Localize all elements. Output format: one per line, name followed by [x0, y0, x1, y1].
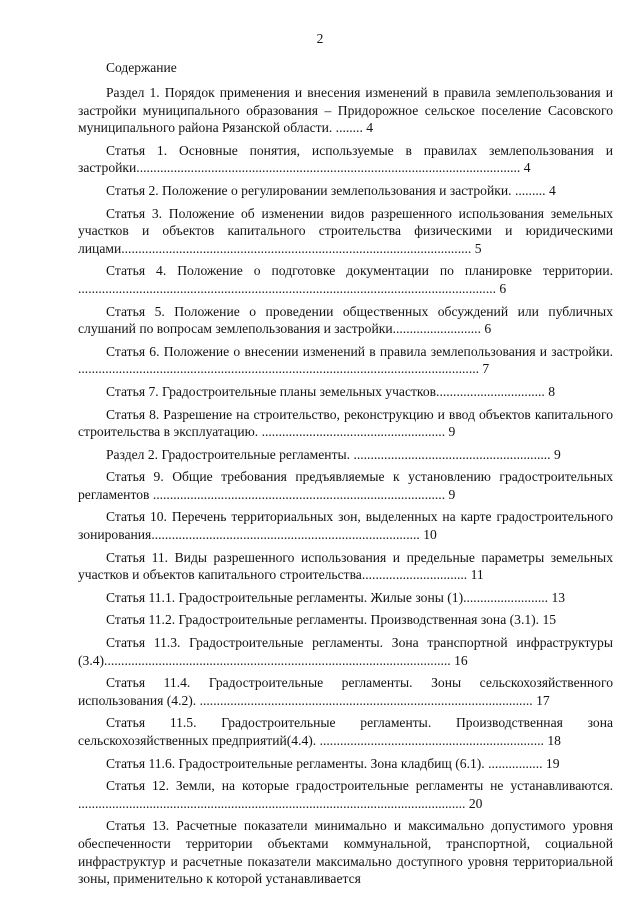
- toc-entry-leader: ......................................................................................................................: [78, 361, 480, 377]
- toc-entry: [78, 262, 613, 297]
- toc-entry: [78, 755, 613, 773]
- toc-entry-leader: ...............................: [361, 567, 468, 583]
- toc-entry-leader: ........: [332, 120, 363, 136]
- toc-entry-title: Статья 3. Положение об изменении видов разрешенного использования земельных участков и объектов капитального строительства физическими и юридическими лицами.: [78, 205, 613, 256]
- toc-entry: [78, 508, 613, 543]
- toc-entry: [78, 205, 613, 258]
- toc-entry-page: 8: [548, 383, 556, 399]
- toc-entry: [78, 777, 613, 812]
- toc-entry: [78, 383, 613, 401]
- toc-entry-page: 20: [468, 795, 483, 811]
- toc-entry: [78, 611, 613, 629]
- toc-entry-title: Статья 5. Положение о проведении общественных обсуждений или публичных слушаний по вопросам землепользования и застройки.: [78, 303, 613, 337]
- toc-entry: [78, 303, 613, 338]
- toc-entry: [78, 84, 613, 137]
- toc-entry: [78, 589, 613, 607]
- toc-heading: Содержание: [106, 60, 177, 75]
- toc-entry-title: Статья 11.6. Градостроительные регламенты. Зона кладбищ (6.1).: [106, 755, 485, 771]
- toc-entry-title: Раздел 1. Порядок применения и внесения изменений в правила землепользования и застройки муниципального образования – Придорожное сельское поселение Сасовского муниципального района Рязанской области.: [78, 85, 613, 136]
- toc-entry-title: Статья 11.2. Градостроительные регламенты. Производственная зона (3.1).: [106, 612, 540, 628]
- toc-entry-leader: ................................................................................................................: [139, 160, 521, 176]
- toc-entry-leader: ...............................: [439, 383, 545, 399]
- toc-entry-page: 13: [551, 589, 566, 605]
- toc-entry: [78, 468, 613, 503]
- toc-entry-page: 16: [454, 652, 468, 668]
- toc-entry-title: Статья 11.1. Градостроительные регламенты. Жилые зоны (1).: [106, 589, 467, 605]
- toc-entry: [78, 446, 613, 464]
- toc-entry-title: Статья 9. Общие требования предъявляемые к установлению градостроительных регламентов: [78, 469, 613, 502]
- toc-entry-title: Статья 4. Положение о подготовке документации по планировке территории.: [106, 263, 613, 279]
- toc-entry-page: 9: [553, 446, 561, 462]
- toc-entry-page: 9: [448, 424, 456, 440]
- toc-entry-leader: ........................: [466, 589, 549, 605]
- toc-entry: [78, 142, 613, 177]
- toc-entry-title: Статья 11.4. Градостроительные регламенты. Зоны сельскохозяйственного использования (4.2).: [78, 675, 613, 708]
- table-of-contents: [78, 84, 613, 893]
- toc-entry-leader: ...........................................................................................................................: [78, 280, 497, 296]
- toc-entry-page: 11: [470, 567, 484, 583]
- page-number: 2: [316, 31, 324, 46]
- toc-entry-leader: ..................................................................................................: [196, 692, 533, 708]
- toc-entry-title: Статья 11. Виды разрешенного использования и предельные параметры земельных участков и объектов капитального строительства: [78, 549, 613, 583]
- toc-entry-title: Статья 7. Градостроительные планы земельных участков.: [106, 383, 440, 399]
- toc-entry-page: 17: [536, 692, 550, 708]
- toc-entry-page: 5: [474, 240, 482, 256]
- toc-entry: [78, 674, 613, 709]
- toc-entry-page: 6: [484, 321, 492, 337]
- toc-entry-page: 19: [545, 755, 560, 771]
- toc-entry-leader: ................: [484, 755, 543, 771]
- toc-entry-leader: ......................................................................................................: [124, 240, 472, 256]
- toc-entry-title: Раздел 2. Градостроительные регламенты.: [106, 446, 351, 462]
- toc-entry-page: 10: [423, 527, 437, 543]
- toc-entry-page: 18: [547, 733, 561, 748]
- toc-entry-leader: ...............................................................................: [151, 527, 420, 543]
- toc-entry-leader: ......................................................................................: [149, 486, 446, 502]
- toc-entry-title: Статья 13. Расчетные показатели минимально и максимально допустимого уровня обеспеченности территории объектами коммунальной, транспортной, социальной инфраструктур и расчетные показатели максимально доступного уровня территориальной зоны, применительно к которой устанавливается: [78, 818, 613, 887]
- toc-entry: [78, 714, 613, 749]
- toc-entry-title: Статья 8. Разрешение на строительство, реконструкцию и ввод объектов капитального строительства в эксплуатацию.: [78, 406, 613, 440]
- toc-entry-page: 15: [542, 612, 557, 628]
- toc-entry-leader: ......................................................................................................: [104, 652, 451, 668]
- toc-entry: [78, 406, 613, 441]
- toc-entry-title: Статья 10. Перечень территориальных зон, выделенных на карте градостроительного зонирования: [78, 509, 613, 543]
- toc-entry-title: Статья 12. Земли, на которые градостроительные регламенты не устанавливаются.: [106, 778, 613, 794]
- toc-entry-page: 4: [548, 182, 556, 198]
- toc-entry-title: Статья 1. Основные понятия, используемые в правилах землепользования и застройки.: [78, 142, 613, 176]
- toc-entry-title: Статья 11.3. Градостроительные регламенты. Зона транспортной инфраструктуры (3.4): [78, 635, 613, 668]
- toc-entry-page: 4: [366, 120, 374, 136]
- toc-entry-leader: .........: [511, 182, 546, 198]
- toc-entry-title: Статья 6. Положение о внесении изменений в правила землепользования и застройки.: [106, 343, 613, 359]
- toc-entry-leader: ..................................................................................................................: [78, 795, 466, 811]
- toc-entry: [78, 343, 613, 378]
- toc-entry-leader: ......................................................: [258, 424, 446, 440]
- toc-entry-page: 7: [482, 361, 490, 377]
- toc-entry: [78, 549, 613, 584]
- toc-entry-page: 6: [499, 280, 507, 296]
- toc-entry-leader: .........................: [396, 321, 481, 337]
- toc-entry-page: 4: [523, 160, 531, 176]
- toc-entry: [78, 634, 613, 669]
- toc-entry-page: 9: [448, 486, 456, 502]
- toc-entry: [78, 182, 613, 200]
- toc-entry-title: Статья 2. Положение о регулировании землепользования и застройки.: [106, 182, 512, 198]
- toc-entry-title: Статья 11.5. Градостроительные регламенты. Производственная зона сельскохозяйственных предприятий(4.4).: [78, 715, 613, 748]
- toc-entry-leader: ..................................................................: [316, 733, 544, 748]
- toc-entry: [78, 817, 613, 887]
- toc-entry-leader: ..........................................................: [350, 446, 551, 462]
